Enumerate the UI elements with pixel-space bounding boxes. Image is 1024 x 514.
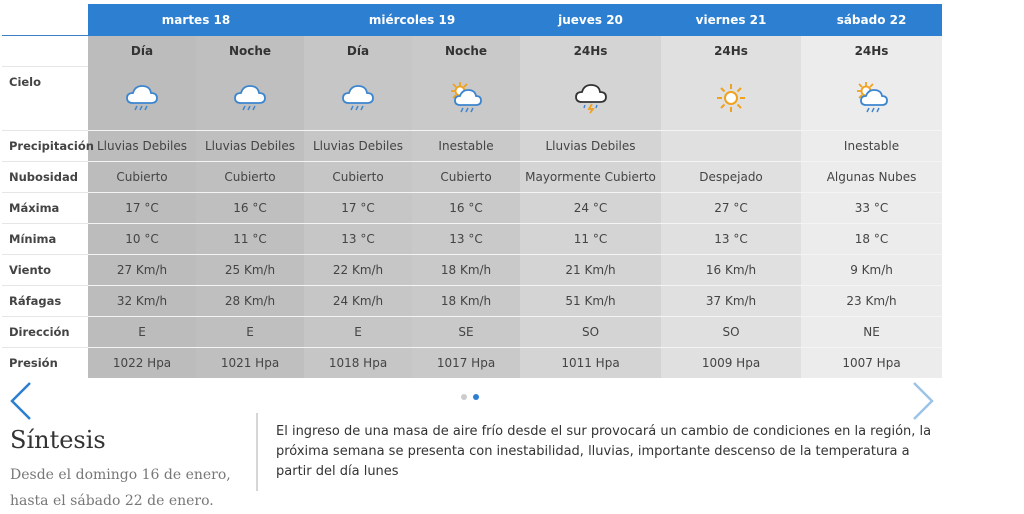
minima-cell: 13 °C xyxy=(412,224,520,255)
direccion-cell: SO xyxy=(520,317,661,348)
minima-cell: 13 °C xyxy=(661,224,801,255)
periods-row xyxy=(2,36,942,67)
maxima-cell: 27 °C xyxy=(661,193,801,224)
carousel-prev-button[interactable] xyxy=(8,380,34,426)
viento-cell: 21 Km/h xyxy=(520,255,661,286)
direccion-cell: E xyxy=(196,317,304,348)
presion-cell: 1017 Hpa xyxy=(412,348,520,379)
nubosidad-cell: Algunas Nubes xyxy=(801,162,942,193)
sintesis-divider xyxy=(256,413,258,491)
rain-cloud-icon xyxy=(88,67,196,131)
rafagas-cell: 24 Km/h xyxy=(304,286,412,317)
maxima-cell: 17 °C xyxy=(88,193,196,224)
minima-cell: 10 °C xyxy=(88,224,196,255)
row-label-cielo: Cielo xyxy=(2,67,88,131)
row-label-maxima: Máxima xyxy=(2,193,88,224)
day-header-jueves: jueves 20 xyxy=(520,4,661,36)
row-label-nubosidad: Nubosidad xyxy=(2,162,88,193)
period-label: Noche xyxy=(412,36,520,67)
sintesis-title: Síntesis xyxy=(10,426,106,454)
cielo-row xyxy=(2,67,942,131)
sintesis-date-range: Desde el domingo 16 de enero, hasta el sábado 22 de enero. xyxy=(10,467,231,509)
direccion-cell: E xyxy=(88,317,196,348)
presion-cell: 1009 Hpa xyxy=(661,348,801,379)
viento-cell: 25 Km/h xyxy=(196,255,304,286)
precipitacion-cell: Inestable xyxy=(412,131,520,162)
carousel-next-button[interactable] xyxy=(910,380,936,426)
header-corner xyxy=(2,4,88,36)
sun-icon xyxy=(661,67,801,131)
period-label: Día xyxy=(88,36,196,67)
nubosidad-cell: Despejado xyxy=(661,162,801,193)
rafagas-cell: 32 Km/h xyxy=(88,286,196,317)
day-header-sabado: sábado 22 xyxy=(801,4,942,36)
forecast-table xyxy=(2,4,942,378)
precipitacion-row xyxy=(2,131,942,162)
rain-cloud-icon xyxy=(304,67,412,131)
minima-cell: 13 °C xyxy=(304,224,412,255)
rafagas-cell: 37 Km/h xyxy=(661,286,801,317)
day-header-martes: martes 18 xyxy=(88,4,304,36)
presion-cell: 1011 Hpa xyxy=(520,348,661,379)
rafagas-cell: 23 Km/h xyxy=(801,286,942,317)
precipitacion-cell xyxy=(661,131,801,162)
nubosidad-cell: Cubierto xyxy=(88,162,196,193)
row-label-direccion: Dirección xyxy=(2,317,88,348)
viento-cell: 22 Km/h xyxy=(304,255,412,286)
days-header-row xyxy=(2,4,942,36)
rafagas-cell: 18 Km/h xyxy=(412,286,520,317)
nubosidad-cell: Cubierto xyxy=(304,162,412,193)
minima-cell: 11 °C xyxy=(196,224,304,255)
rafagas-cell: 28 Km/h xyxy=(196,286,304,317)
nubosidad-cell: Mayormente Cubierto xyxy=(520,162,661,193)
day-header-miercoles: miércoles 19 xyxy=(304,4,520,36)
direccion-cell: NE xyxy=(801,317,942,348)
maxima-cell: 17 °C xyxy=(304,193,412,224)
period-label: Día xyxy=(304,36,412,67)
maxima-cell: 24 °C xyxy=(520,193,661,224)
precipitacion-cell: Inestable xyxy=(801,131,942,162)
period-label: 24Hs xyxy=(661,36,801,67)
presion-row xyxy=(2,348,942,379)
storm-cloud-icon xyxy=(520,67,661,131)
direccion-cell: E xyxy=(304,317,412,348)
viento-row xyxy=(2,255,942,286)
day-header-viernes: viernes 21 xyxy=(661,4,801,36)
periods-corner xyxy=(2,36,88,67)
sintesis-text: El ingreso de una masa de aire frío desde el sur provocará un cambio de condiciones en la región, la próxima semana se presenta con inestabilidad, lluvias, importante descenso de la temperatura a partir del día lunes xyxy=(276,424,932,479)
direccion-cell: SE xyxy=(412,317,520,348)
direccion-row xyxy=(2,317,942,348)
nubosidad-cell: Cubierto xyxy=(196,162,304,193)
viento-cell: 9 Km/h xyxy=(801,255,942,286)
precipitacion-cell: Lluvias Debiles xyxy=(196,131,304,162)
row-label-rafagas: Ráfagas xyxy=(2,286,88,317)
viento-cell: 18 Km/h xyxy=(412,255,520,286)
precipitacion-cell: Lluvias Debiles xyxy=(304,131,412,162)
precipitacion-cell: Lluvias Debiles xyxy=(88,131,196,162)
minima-cell: 18 °C xyxy=(801,224,942,255)
viento-cell: 16 Km/h xyxy=(661,255,801,286)
row-label-presion: Presión xyxy=(2,348,88,379)
presion-cell: 1021 Hpa xyxy=(196,348,304,379)
presion-cell: 1007 Hpa xyxy=(801,348,942,379)
rain-cloud-icon xyxy=(196,67,304,131)
direccion-cell: SO xyxy=(661,317,801,348)
precipitacion-cell: Lluvias Debiles xyxy=(520,131,661,162)
rafagas-row xyxy=(2,286,942,317)
minima-row xyxy=(2,224,942,255)
forecast-table-container xyxy=(2,4,942,378)
maxima-row xyxy=(2,193,942,224)
row-label-precipitacion: Precipitación xyxy=(2,131,88,162)
maxima-cell: 16 °C xyxy=(196,193,304,224)
carousel-dots xyxy=(461,385,485,404)
period-label: 24Hs xyxy=(520,36,661,67)
rafagas-cell: 51 Km/h xyxy=(520,286,661,317)
minima-cell: 11 °C xyxy=(520,224,661,255)
presion-cell: 1018 Hpa xyxy=(304,348,412,379)
nubosidad-cell: Cubierto xyxy=(412,162,520,193)
period-label: 24Hs xyxy=(801,36,942,67)
period-label: Noche xyxy=(196,36,304,67)
carousel-dot-1[interactable] xyxy=(461,394,467,400)
row-label-minima: Mínima xyxy=(2,224,88,255)
chevron-right-icon[interactable] xyxy=(910,380,936,422)
nubosidad-row xyxy=(2,162,942,193)
sun-cloud-rain-icon xyxy=(412,67,520,131)
viento-cell: 27 Km/h xyxy=(88,255,196,286)
maxima-cell: 33 °C xyxy=(801,193,942,224)
carousel-dot-2[interactable] xyxy=(473,394,479,400)
row-label-viento: Viento xyxy=(2,255,88,286)
chevron-left-icon[interactable] xyxy=(8,380,34,422)
maxima-cell: 16 °C xyxy=(412,193,520,224)
sun-cloud-rain-icon xyxy=(801,67,942,131)
presion-cell: 1022 Hpa xyxy=(88,348,196,379)
